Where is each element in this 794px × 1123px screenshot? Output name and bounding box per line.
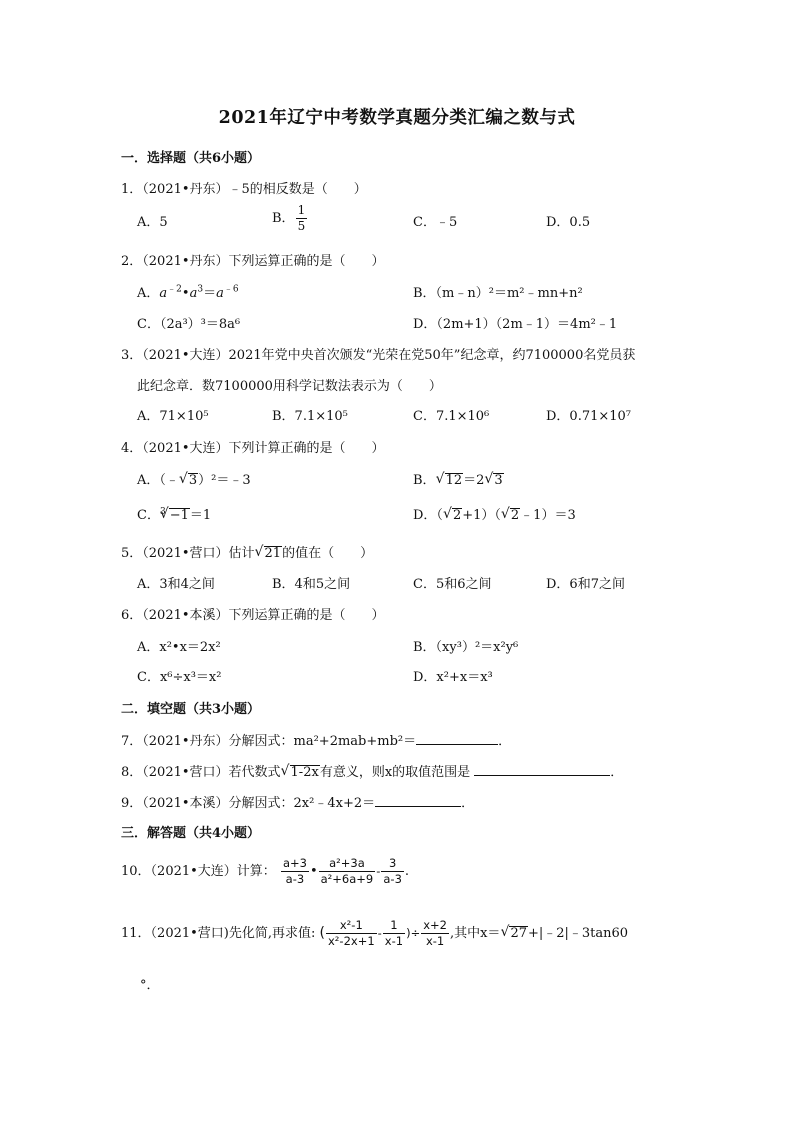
q2-option-a: A．$a^{﹣2}•a^3=a^{﹣6}$: [137, 284, 239, 301]
sqrt-symbol: √ 12: [436, 473, 464, 488]
q3-option-a: A．71×10⁵: [137, 409, 209, 424]
sqrt-symbol: √ 2: [443, 508, 462, 523]
page-title: 2021年辽宁中考数学真题分类汇编之数与式: [218, 108, 576, 128]
question-5-stem: 5．（2021•营口）估计√ 21的值在（ ）: [121, 542, 373, 561]
question-2-stem: 2．（2021•丹东）下列运算正确的是（ ）: [121, 254, 385, 269]
question-6-stem: 6．（2021•本溪）下列运算正确的是（ ）: [121, 608, 385, 623]
q3-option-d: D．0.71×10⁷: [546, 409, 632, 424]
question-11: 11．（2021•营口)先化简,再求值: ( $\frac{\text{x²-1}}{\text{x²-2x+1}}$ - $\frac{1}{x-1}$ )÷ $\frac{x+2}{x-1}$ ,其中x＝√ 27+|﹣2|﹣3tan60: [121, 918, 628, 949]
q3-option-c: C．7.1×10⁶: [413, 409, 490, 424]
section-heading-choice: 一．选择题（共6小题）: [121, 151, 261, 166]
q1-option-a: A．5: [137, 215, 168, 230]
q4-option-d: D．（√ 2+1）（√ 2﹣1）＝3: [413, 504, 576, 523]
q5-option-c: C．5和6之间: [413, 577, 492, 592]
sqrt-symbol: √ 2: [501, 508, 520, 523]
q6-option-b: B．（xy³）²＝x²y⁶: [413, 640, 519, 655]
question-10: 10．（2021•大连）计算： $\frac{a+3}{a-3}$ • $\frac{\text{a²+3a}}{\text{a²+6a+9}}$ - $\frac{3}{a-3}$ .: [121, 856, 410, 886]
q5-option-a: A．3和4之间: [137, 577, 215, 592]
sqrt-symbol: √ 1-2x: [281, 765, 320, 780]
section-heading-fill: 二．填空题（共3小题）: [121, 702, 261, 717]
q4-option-a: A．（﹣√ 3）²＝﹣3: [137, 469, 251, 488]
q3-option-b: B．7.1×10⁵: [272, 409, 348, 424]
q5-option-d: D．6和7之间: [546, 577, 625, 592]
question-8: 8．（2021•营口）若代数式√ 1-2x有意义，则x的取值范围是 ．: [121, 761, 623, 780]
q2-option-b: B．（m﹣n）²＝m²﹣mn+n²: [413, 286, 583, 301]
q5-option-b: B．4和5之间: [272, 577, 351, 592]
q6-option-d: D．x²+x＝x³: [413, 670, 493, 685]
question-3-stem-line1: 3．（2021•大连）2021年党中央首次颁发“光荣在党50年”纪念章，约7100000名党员获: [121, 348, 636, 363]
q6-option-a: A．x²•x＝2x²: [137, 640, 221, 655]
question-11-line2: °．: [140, 978, 160, 993]
sqrt-symbol: √ 27: [500, 926, 528, 941]
section-heading-solve: 三．解答题（共4小题）: [121, 826, 261, 841]
q1-option-c: C．﹣5: [413, 215, 458, 230]
cube-root-symbol: √ −1: [160, 508, 190, 523]
q4-option-b: B．√ 12＝2√ 3: [413, 469, 504, 488]
q2-option-c: C．（2a³）³＝8a⁶: [137, 317, 241, 332]
answer-blank: [416, 732, 498, 745]
sqrt-symbol: √ 21: [255, 546, 283, 561]
q4-option-c: C．$^3$√ −1＝1: [137, 504, 211, 523]
q6-option-c: C．x⁶÷x³＝x²: [137, 670, 222, 685]
q2-option-d: D．（2m+1）（2m﹣1）＝4m²﹣1: [413, 317, 618, 332]
question-1-stem: 1．（2021•丹东）﹣5的相反数是（ ）: [121, 182, 367, 197]
sqrt-symbol: √ 3: [484, 473, 503, 488]
q1-option-d: D．0.5: [546, 215, 591, 230]
question-4-stem: 4．（2021•大连）下列计算正确的是（ ）: [121, 441, 385, 456]
sqrt-symbol: √ 3: [179, 473, 198, 488]
answer-blank: [474, 763, 610, 776]
question-3-stem-line2: 此纪念章．数7100000用科学记数法表示为（ ）: [137, 379, 442, 394]
answer-blank: [375, 794, 461, 807]
question-9: 9．（2021•本溪）分解因式：2x²﹣4x+2＝ ．: [121, 796, 475, 811]
q1-option-b: B． $\frac{1}{5}$: [272, 203, 306, 233]
question-7: 7．（2021•丹东）分解因式：ma²+2mab+mb²＝ ．: [121, 734, 512, 749]
